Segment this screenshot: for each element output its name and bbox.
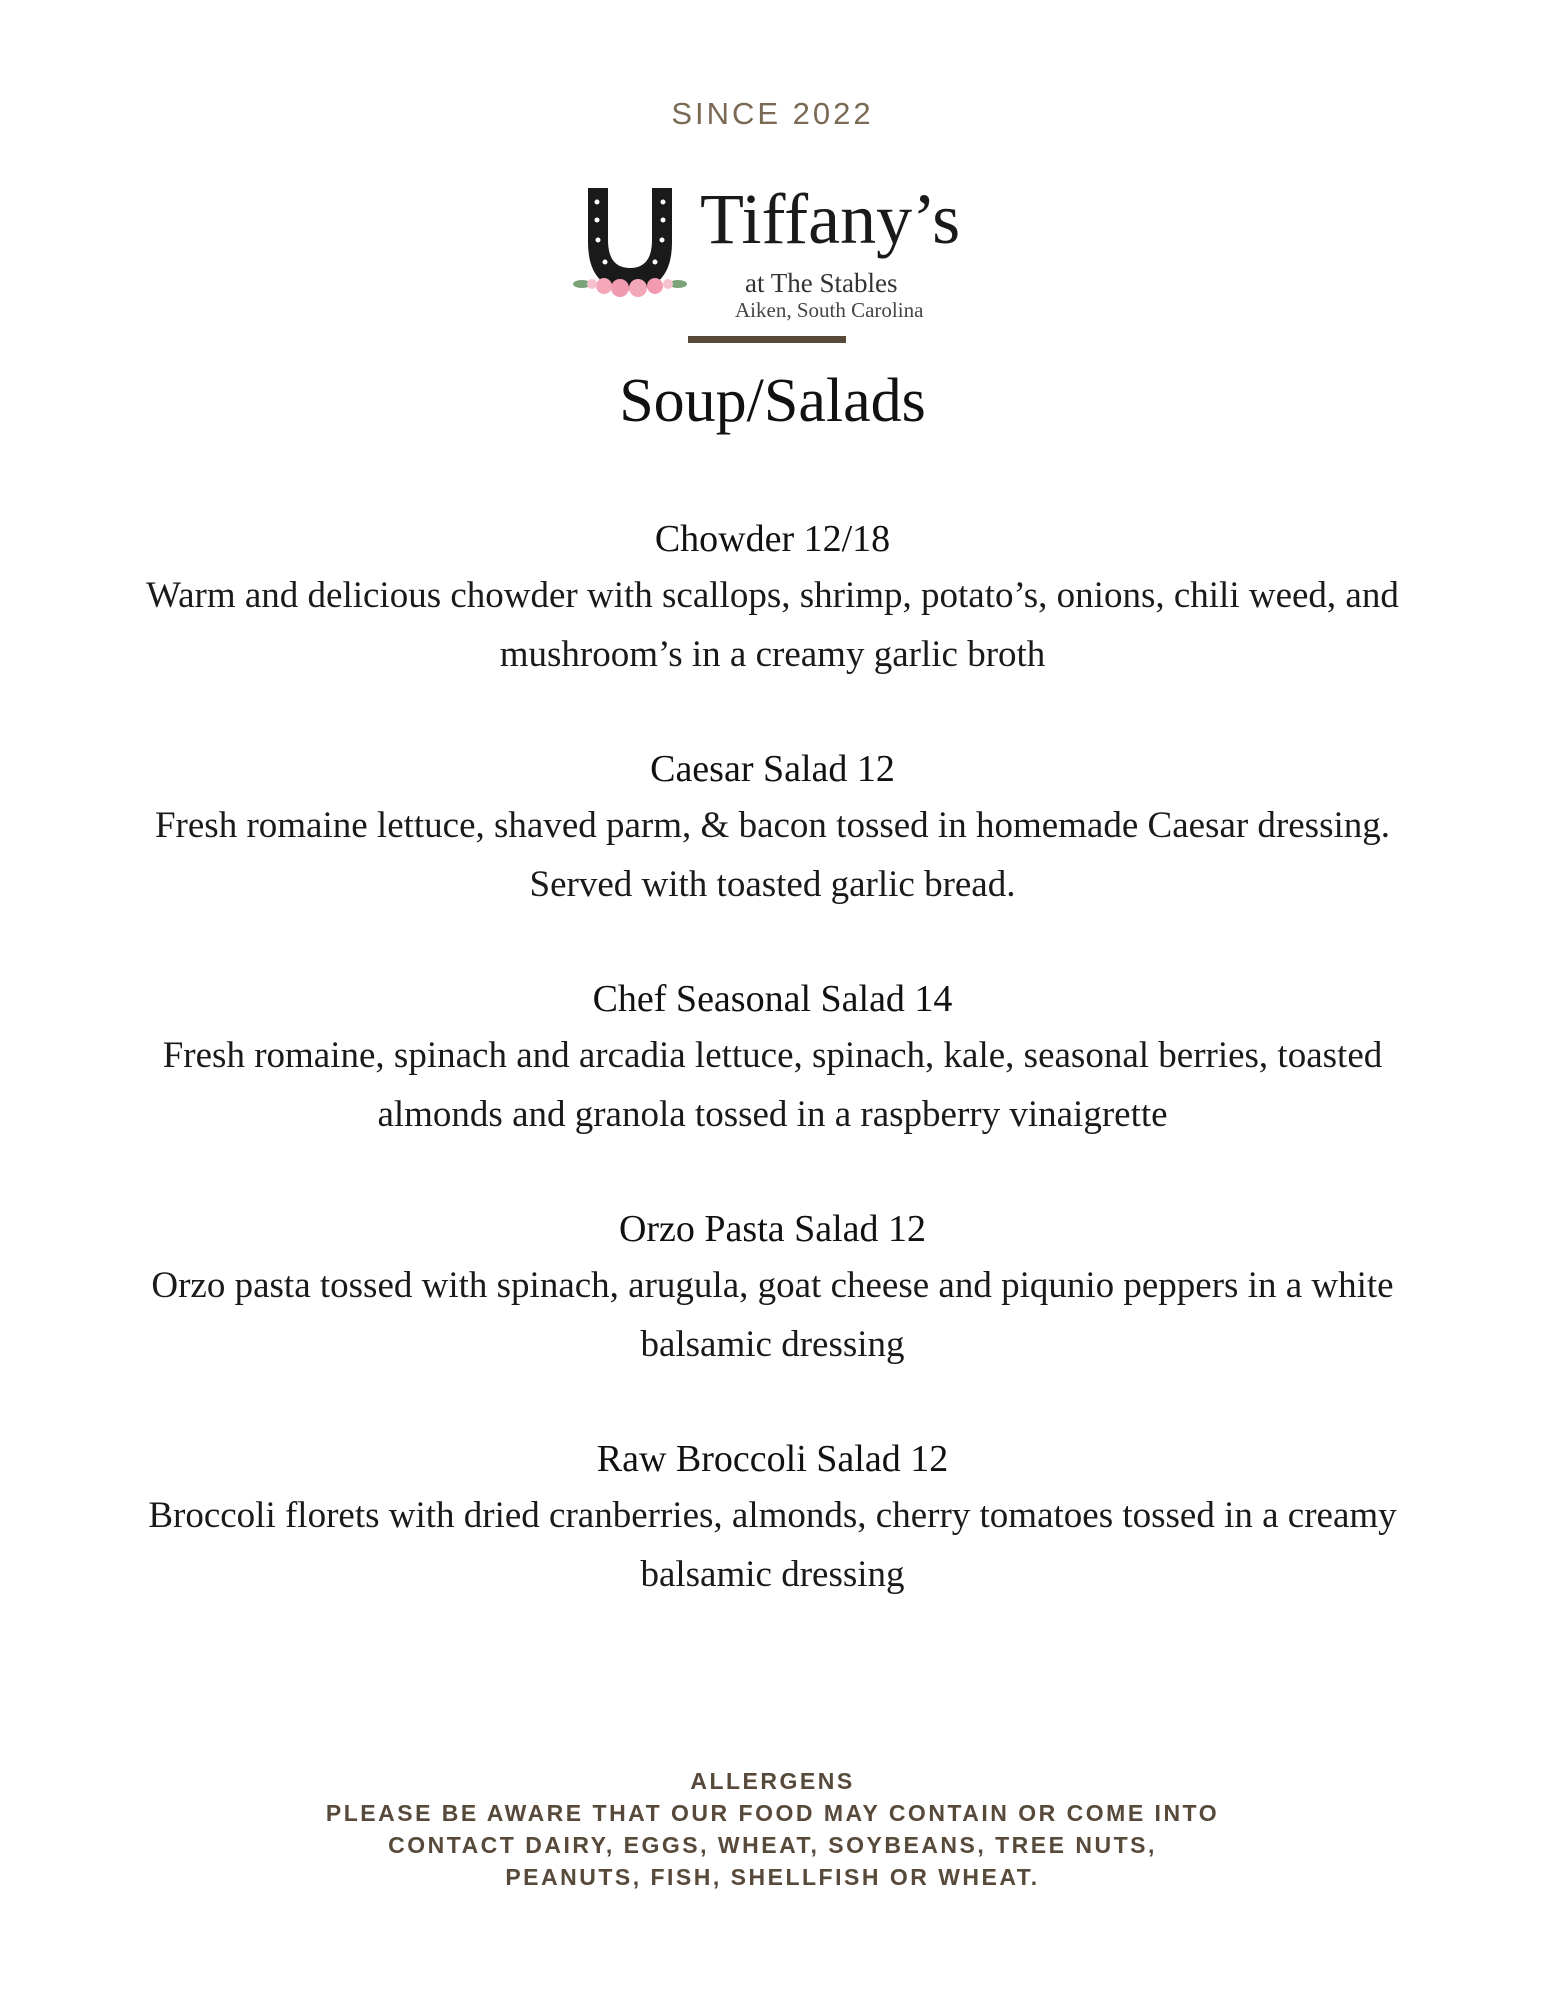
header-divider xyxy=(688,336,846,343)
menu-item-description: Fresh romaine, spinach and arcadia lettuce, spinach, kale, seasonal berries, toasted almonds and granola tossed in a raspberry vinaigrette xyxy=(162,1035,1383,1135)
menu-list xyxy=(120,512,1425,1662)
menu-item-description: Warm and delicious chowder with scallops, shrimp, potato’s, onions, chili weed, and mushroom’s in a creamy garlic broth xyxy=(146,575,1399,675)
section-title: Soup/Salads xyxy=(619,367,926,435)
horseshoe-icon xyxy=(570,180,690,310)
allergens-line: PLEASE BE AWARE THAT OUR FOOD MAY CONTAIN OR COME INTO xyxy=(325,1800,1220,1826)
menu-item-name: Chowder 12/18 xyxy=(654,518,891,560)
logo-name: Tiffany’s xyxy=(700,179,961,259)
menu-item-name: Raw Broccoli Salad 12 xyxy=(596,1438,949,1480)
allergens-line: PEANUTS, FISH, SHELLFISH OR WHEAT. xyxy=(505,1864,1040,1890)
menu-item-name: Chef Seasonal Salad 14 xyxy=(592,978,953,1020)
menu-item-description: Broccoli florets with dried cranberries, almonds, cherry tomatoes tossed in a creamy balsamic dressing xyxy=(148,1495,1397,1595)
allergens-line: CONTACT DAIRY, EGGS, WHEAT, SOYBEANS, TREE NUTS, xyxy=(388,1832,1157,1858)
menu-item-name: Caesar Salad 12 xyxy=(650,748,895,790)
allergens-notice xyxy=(0,1765,1545,1893)
menu-item xyxy=(120,972,1425,1144)
menu-item xyxy=(120,1202,1425,1374)
menu-item xyxy=(120,742,1425,914)
allergens-title: ALLERGENS xyxy=(690,1768,855,1794)
menu-item-description: Orzo pasta tossed with spinach, arugula, goat cheese and piqunio peppers in a white balsamic dressing xyxy=(151,1265,1394,1365)
logo-subtitle: at The Stables xyxy=(745,268,898,298)
since-label: SINCE 2022 xyxy=(671,96,874,131)
menu-item xyxy=(120,512,1425,684)
restaurant-logo xyxy=(570,180,990,330)
menu-item-name: Orzo Pasta Salad 12 xyxy=(618,1208,927,1250)
logo-location: Aiken, South Carolina xyxy=(735,298,924,322)
menu-item xyxy=(120,1432,1425,1604)
menu-item-description: Fresh romaine lettuce, shaved parm, & bacon tossed in homemade Caesar dressing. Served with toasted garlic bread. xyxy=(154,805,1391,905)
